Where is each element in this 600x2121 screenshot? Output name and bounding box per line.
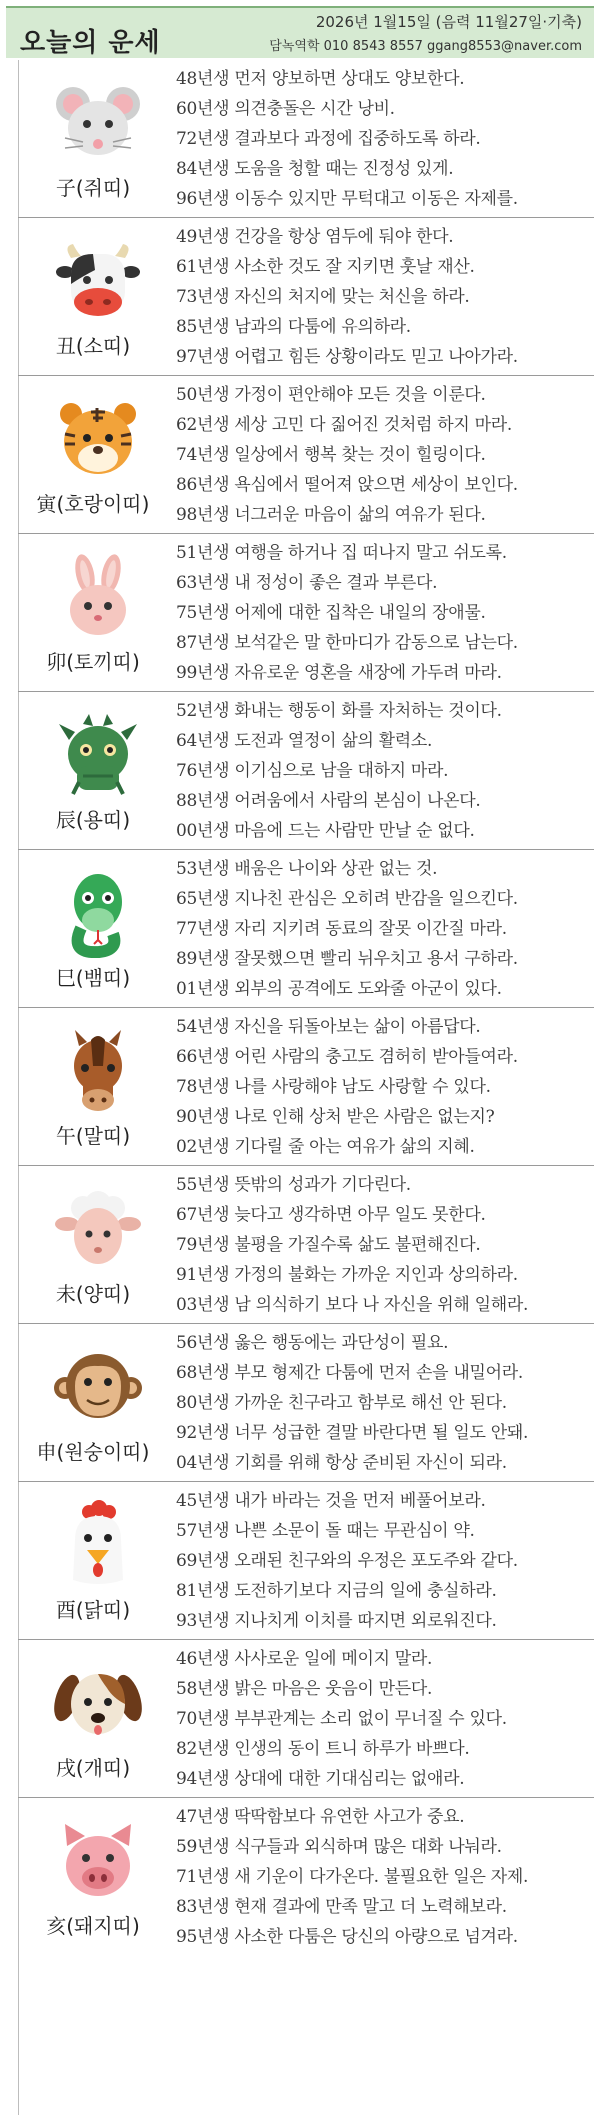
fortune-line: 96년생 이동수 있지만 무턱대고 이동은 자제를. <box>176 189 518 209</box>
fortune-line: 74년생 일상에서 행복 찾는 것이 힐링이다. <box>176 445 486 465</box>
fortune-line: 49년생 건강을 항상 염두에 둬야 한다. <box>176 227 454 247</box>
zodiac-row-dog <box>18 1640 594 1798</box>
zodiac-label: 辰(용띠) <box>55 808 131 832</box>
zodiac-label: 午(말띠) <box>55 1124 131 1148</box>
zodiac-label: 寅(호랑이띠) <box>36 492 150 516</box>
fortune-line: 58년생 밝은 마음은 웃음이 만든다. <box>176 1679 433 1699</box>
zodiac-label: 卯(토끼띠) <box>46 650 140 674</box>
fortune-line: 76년생 이기심으로 남을 대하지 마라. <box>176 761 449 781</box>
fortune-line: 62년생 세상 고민 다 짊어진 것처럼 하지 마라. <box>176 415 512 435</box>
fortune-line: 73년생 자신의 처지에 맞는 처신을 하라. <box>176 287 470 307</box>
fortune-line: 61년생 사소한 것도 잘 지키면 훗날 재산. <box>176 257 475 277</box>
fortune-line: 94년생 상대에 대한 기대심리는 없애라. <box>176 1769 465 1789</box>
fortune-line: 87년생 보석같은 말 한마디가 감동으로 남는다. <box>176 633 518 653</box>
fortune-line: 75년생 어제에 대한 집착은 내일의 장애물. <box>176 603 486 623</box>
pig-icon <box>53 1816 143 1906</box>
snake-icon <box>53 868 143 958</box>
fortune-lines <box>176 1486 594 1636</box>
fortune-line: 65년생 지나친 관심은 오히려 반감을 일으킨다. <box>176 889 518 909</box>
fortune-line: 77년생 자리 지키려 동료의 잘못 이간질 마라. <box>176 919 507 939</box>
fortune-line: 69년생 오래된 친구와의 우정은 포도주와 같다. <box>176 1551 518 1571</box>
rooster-icon <box>53 1500 143 1590</box>
fortune-line: 84년생 도움을 청할 때는 진정성 있게. <box>176 159 454 179</box>
fortune-line: 59년생 식구들과 외식하며 많은 대화 나눠라. <box>176 1837 502 1857</box>
zodiac-row-rabbit <box>18 534 594 692</box>
fortune-line: 72년생 결과보다 과정에 집중하도록 하라. <box>176 129 481 149</box>
fortune-line: 60년생 의견충돌은 시간 낭비. <box>176 99 395 119</box>
fortune-line: 90년생 나로 인해 상처 받은 사람은 없는지? <box>176 1107 495 1127</box>
fortune-line: 85년생 남과의 다툼에 유의하라. <box>176 317 411 337</box>
header-banner <box>6 6 594 58</box>
fortune-line: 01년생 외부의 공격에도 도와줄 아군이 있다. <box>176 979 502 999</box>
fortune-line: 46년생 사사로운 일에 메이지 말라. <box>176 1649 433 1669</box>
fortune-lines <box>176 1328 594 1478</box>
fortune-line: 54년생 자신을 뒤돌아보는 삶이 아름답다. <box>176 1017 481 1037</box>
monkey-icon <box>53 1342 143 1432</box>
fortune-line: 56년생 옳은 행동에는 과단성이 필요. <box>176 1333 449 1353</box>
header-contact: 담녹역학 010 8543 8557 ggang8553@naver.com <box>269 39 582 54</box>
fortune-line: 71년생 새 기운이 다가온다. 불필요한 일은 자제. <box>176 1867 529 1887</box>
zodiac-row-rat <box>18 60 594 218</box>
cow-icon <box>53 236 143 326</box>
zodiac-row-dragon <box>18 692 594 850</box>
sheep-icon <box>53 1184 143 1274</box>
fortune-lines <box>176 1802 594 1952</box>
fortune-line: 55년생 뜻밖의 성과가 기다린다. <box>176 1175 411 1195</box>
zodiac-label: 戌(개띠) <box>55 1756 131 1780</box>
fortune-line: 02년생 기다릴 줄 아는 여유가 삶의 지혜. <box>176 1137 475 1157</box>
fortune-line: 78년생 나를 사랑해야 남도 사랑할 수 있다. <box>176 1077 491 1097</box>
fortune-lines <box>176 1170 594 1320</box>
header-date: 2026년 1월15일 (음력 11월27일·기축) <box>315 13 582 31</box>
fortune-line: 89년생 잘못했으면 빨리 뉘우치고 용서 구하라. <box>176 949 518 969</box>
zodiac-label: 亥(돼지띠) <box>46 1914 140 1938</box>
fortune-line: 00년생 마음에 드는 사람만 만날 순 없다. <box>176 821 475 841</box>
fortune-line: 97년생 어렵고 힘든 상황이라도 믿고 나아가라. <box>176 347 518 367</box>
fortune-line: 51년생 여행을 하거나 집 떠나지 말고 쉬도록. <box>176 543 507 563</box>
fortune-line: 50년생 가정이 편안해야 모든 것을 이룬다. <box>176 385 486 405</box>
fortune-line: 83년생 현재 결과에 만족 말고 더 노력해보라. <box>176 1897 507 1917</box>
fortune-lines <box>176 538 594 688</box>
fortune-lines <box>176 222 594 372</box>
zodiac-label: 子(쥐띠) <box>55 176 131 200</box>
dragon-icon <box>53 710 143 800</box>
fortune-line: 67년생 늦다고 생각하면 아무 일도 못한다. <box>176 1205 486 1225</box>
fortune-lines <box>176 1644 594 1794</box>
page-title: 오늘의 운세 <box>20 28 161 58</box>
fortune-line: 68년생 부모 형제간 다툼에 먼저 손을 내밀어라. <box>176 1363 523 1383</box>
zodiac-list <box>18 60 594 1956</box>
fortune-lines <box>176 1012 594 1162</box>
rat-icon <box>53 78 143 168</box>
fortune-line: 80년생 가까운 친구라고 함부로 해선 안 된다. <box>176 1393 507 1413</box>
zodiac-label: 申(원숭이띠) <box>36 1440 150 1464</box>
zodiac-row-snake <box>18 850 594 1008</box>
fortune-line: 66년생 어린 사람의 충고도 겸허히 받아들여라. <box>176 1047 518 1067</box>
zodiac-row-rooster <box>18 1482 594 1640</box>
rabbit-icon <box>53 552 143 642</box>
zodiac-label: 未(양띠) <box>55 1282 131 1306</box>
fortune-line: 82년생 인생의 동이 트니 하루가 바쁘다. <box>176 1739 470 1759</box>
zodiac-label: 丑(소띠) <box>55 334 131 358</box>
zodiac-row-pig <box>18 1798 594 1956</box>
fortune-line: 99년생 자유로운 영혼을 새장에 가두려 마라. <box>176 663 502 683</box>
fortune-line: 57년생 나쁜 소문이 돌 때는 무관심이 약. <box>176 1521 475 1541</box>
zodiac-label: 酉(닭띠) <box>55 1598 131 1622</box>
fortune-line: 86년생 욕심에서 떨어져 앉으면 세상이 보인다. <box>176 475 518 495</box>
horse-icon <box>53 1026 143 1116</box>
fortune-line: 03년생 남 의식하기 보다 나 자신을 위해 일해라. <box>176 1295 529 1315</box>
fortune-line: 04년생 기회를 위해 항상 준비된 자신이 되라. <box>176 1453 507 1473</box>
fortune-line: 64년생 도전과 열정이 삶의 활력소. <box>176 731 433 751</box>
fortune-line: 81년생 도전하기보다 지금의 일에 충실하라. <box>176 1581 497 1601</box>
fortune-line: 98년생 너그러운 마음이 삶의 여유가 된다. <box>176 505 486 525</box>
fortune-line: 92년생 너무 성급한 결말 바란다면 될 일도 안돼. <box>176 1423 529 1443</box>
zodiac-row-sheep <box>18 1166 594 1324</box>
zodiac-row-cow <box>18 218 594 376</box>
fortune-lines <box>176 380 594 530</box>
fortune-line: 53년생 배움은 나이와 상관 없는 것. <box>176 859 438 879</box>
dog-icon <box>53 1658 143 1748</box>
fortune-line: 70년생 부부관계는 소리 없이 무너질 수 있다. <box>176 1709 507 1729</box>
fortune-lines <box>176 854 594 1004</box>
fortune-line: 88년생 어려움에서 사람의 본심이 나온다. <box>176 791 481 811</box>
zodiac-label: 巳(뱀띠) <box>55 966 131 990</box>
tiger-icon <box>53 394 143 484</box>
zodiac-row-horse <box>18 1008 594 1166</box>
fortune-line: 45년생 내가 바라는 것을 먼저 베풀어보라. <box>176 1491 486 1511</box>
fortune-line: 63년생 내 정성이 좋은 결과 부른다. <box>176 573 438 593</box>
zodiac-row-monkey <box>18 1324 594 1482</box>
fortune-line: 47년생 딱딱함보다 유연한 사고가 중요. <box>176 1807 465 1827</box>
fortune-line: 52년생 화내는 행동이 화를 자처하는 것이다. <box>176 701 502 721</box>
fortune-line: 95년생 사소한 다툼은 당신의 아량으로 넘겨라. <box>176 1927 518 1947</box>
fortune-line: 91년생 가정의 불화는 가까운 지인과 상의하라. <box>176 1265 518 1285</box>
zodiac-row-tiger <box>18 376 594 534</box>
fortune-lines <box>176 64 594 214</box>
fortune-line: 93년생 지나치게 이치를 따지면 외로워진다. <box>176 1611 497 1631</box>
fortune-line: 79년생 불평을 가질수록 삶도 불편해진다. <box>176 1235 481 1255</box>
fortune-line: 48년생 먼저 양보하면 상대도 양보한다. <box>176 69 465 89</box>
fortune-lines <box>176 696 594 846</box>
